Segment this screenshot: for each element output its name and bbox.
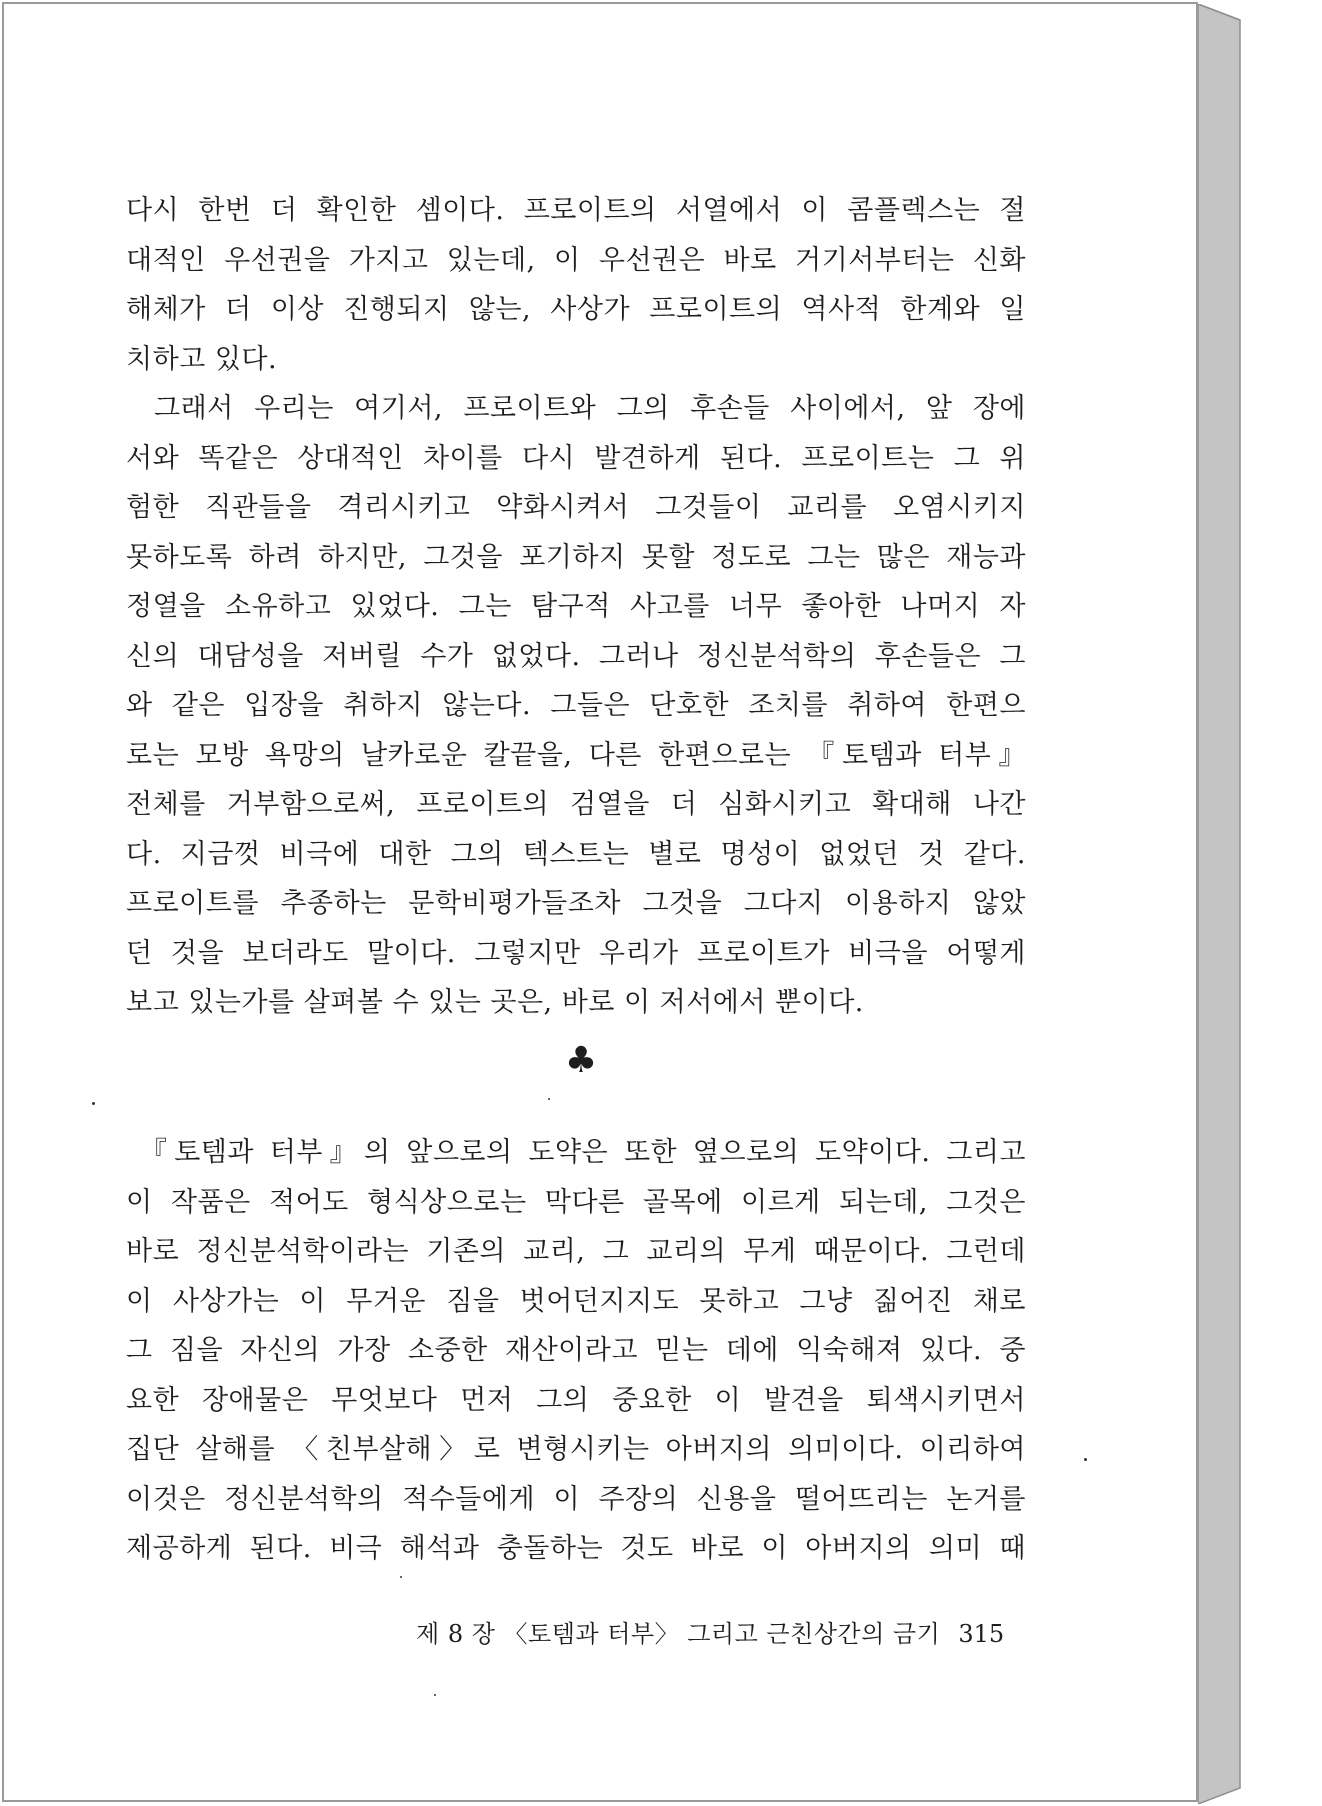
text-line: 대적인 우선권을 가지고 있는데, 이 우선권은 바로 거기서부터는 신화 [126,244,1026,276]
text-line: 와 같은 입장을 취하지 않는다. 그들은 단호한 조치를 취하여 한편으 [126,690,1026,721]
scan-speck [1084,1458,1087,1461]
text-line: 그 짐을 자신의 가장 소중한 재산이라고 믿는 데에 익숙해져 있다. 중 [126,1335,1026,1366]
main-text-continued [126,1128,1026,1574]
text-line: 정열을 소유하고 있었다. 그는 탐구적 사고를 너무 좋아한 나머지 자 [126,591,1026,622]
text-line: 보고 있는가를 살펴볼 수 있는 곳은, 바로 이 저서에서 뿐이다. [126,987,864,1018]
paragraph-2 [126,384,1026,1028]
text-line: 프로이트를 추종하는 문학비평가들조차 그것을 그다지 이용하지 않았 [126,888,1026,919]
text-line: 다. 지금껏 비극에 대한 그의 텍스트는 별로 명성이 없었던 것 같다. [126,838,1026,870]
text-line: 요한 장애물은 무엇보다 먼저 그의 중요한 이 발견을 퇴색시키면서 [126,1384,1026,1416]
scan-speck [548,1098,550,1100]
page-edge-shading [1198,4,1252,1804]
scan-speck [92,1102,95,1105]
text-line: 험한 직관들을 격리시키고 약화시켜서 그것들이 교리를 오염시키지 [126,492,1026,523]
text-line: 해체가 더 이상 진행되지 않는, 사상가 프로이트의 역사적 한계와 일 [126,294,1026,325]
text-line: 바로 정신분석학이라는 기존의 교리, 그 교리의 무게 때문이다. 그런데 [126,1236,1026,1267]
paragraph-1 [126,186,1026,384]
text-line: 이것은 정신분석학의 적수들에게 이 주장의 신용을 떨어뜨리는 논거를 [126,1483,1026,1515]
paragraph-3 [126,1128,1026,1574]
scan-speck [400,1576,402,1578]
scan-speck [434,1694,436,1696]
text-line: 못하도록 하려 하지만, 그것을 포기하지 못할 정도로 그는 많은 재능과 [126,541,1026,573]
text-line: 그래서 우리는 여기서, 프로이트와 그의 후손들 사이에서, 앞 장에 [154,393,1026,424]
text-line: 던 것을 보더라도 말이다. 그렇지만 우리가 프로이트가 비극을 어떻게 [126,937,1026,969]
club-ornament-icon: ♣ [564,1040,598,1081]
text-line: 『토템과 터부』의 앞으로의 도약은 또한 옆으로의 도약이다. 그리고 [140,1137,1026,1168]
text-line: 이 사상가는 이 무거운 짐을 벗어던지지도 못하고 그냥 짊어진 채로 [126,1285,1026,1317]
text-line: 제공하게 된다. 비극 해석과 충돌하는 것도 바로 이 아버지의 의미 때 [126,1533,1026,1564]
text-line: 집단 살해를 〈친부살해〉로 변형시키는 아버지의 의미이다. 이리하여 [126,1434,1026,1465]
text-line: 신의 대담성을 저버릴 수가 없었다. 그러나 정신분석학의 후손들은 그 [126,640,1026,672]
main-text [126,186,1026,1028]
text-line: 다시 한번 더 확인한 셈이다. 프로이트의 서열에서 이 콤플렉스는 절 [126,195,1026,226]
text-line: 로는 모방 욕망의 날카로운 칼끝을, 다른 한편으로는 『토템과 터부』 [126,739,1026,771]
text-line: 치하고 있다. [126,343,278,375]
chapter-title: 제 8 장 〈토템과 터부〉 그리고 근친상간의 금기 [416,1620,941,1648]
page-number: 315 [958,1620,1005,1648]
text-line: 이 작품은 적어도 형식상으로는 막다른 골목에 이르게 되는데, 그것은 [126,1186,1026,1218]
text-line: 전체를 거부함으로써, 프로이트의 검열을 더 심화시키고 확대해 나간 [126,789,1026,820]
running-footer [416,1616,1005,1652]
text-line: 서와 똑같은 상대적인 차이를 다시 발견하게 된다. 프로이트는 그 위 [126,442,1026,474]
